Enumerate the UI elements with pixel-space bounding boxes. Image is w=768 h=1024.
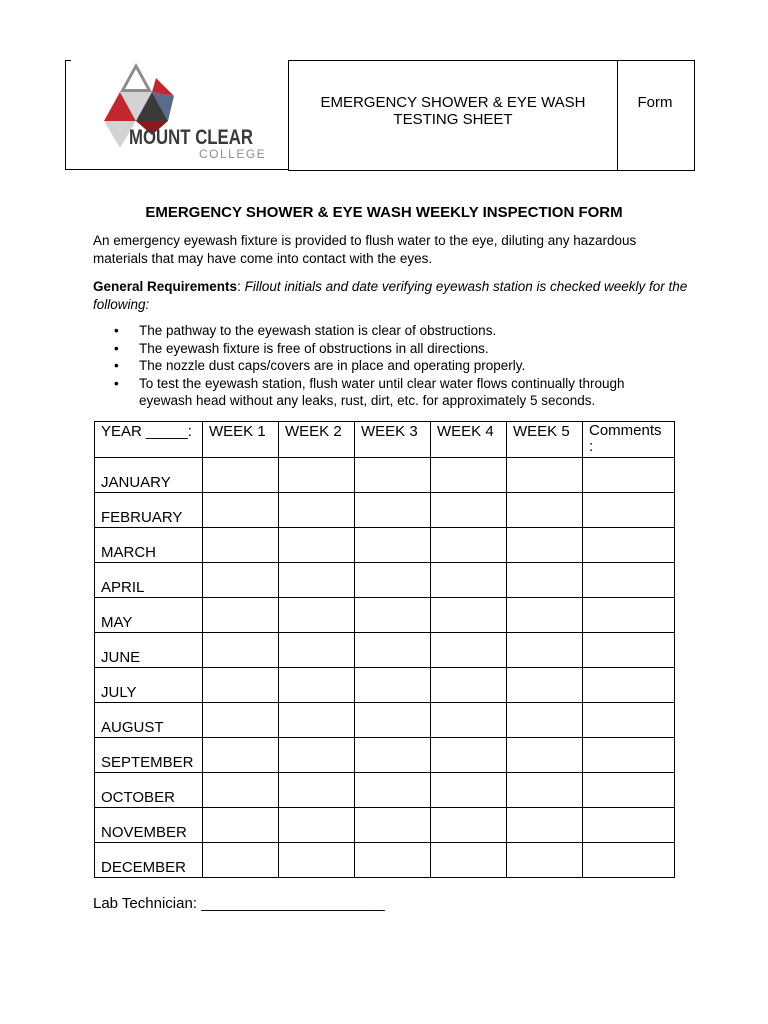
comments-cell[interactable] bbox=[583, 773, 675, 808]
week5-cell[interactable] bbox=[507, 493, 583, 528]
week1-cell[interactable] bbox=[203, 563, 279, 598]
week2-cell[interactable] bbox=[279, 668, 355, 703]
page-title: EMERGENCY SHOWER & EYE WASH WEEKLY INSPECTION FORM bbox=[145, 204, 623, 221]
week4-cell[interactable] bbox=[431, 843, 507, 878]
lab-technician-signature-line[interactable]: Lab Technician: ______________________ bbox=[93, 895, 385, 912]
table-row bbox=[95, 458, 675, 493]
list-item-text: To test the eyewash station, flush water until clear water flows continually through eyewash head without any leaks, rust, dirt, etc. for approximately 5 seconds. bbox=[139, 375, 625, 408]
month-label: OCTOBER bbox=[95, 773, 203, 808]
week5-cell[interactable] bbox=[507, 668, 583, 703]
list-item-text: The nozzle dust caps/covers are in place and operating properly. bbox=[139, 358, 526, 373]
table-row bbox=[95, 773, 675, 808]
general-requirements bbox=[93, 278, 693, 314]
header-title-line2: TESTING SHEET bbox=[393, 111, 513, 128]
month-label: JULY bbox=[95, 668, 203, 703]
week2-cell[interactable] bbox=[279, 633, 355, 668]
week5-cell[interactable] bbox=[507, 843, 583, 878]
week2-cell[interactable] bbox=[279, 493, 355, 528]
week4-cell[interactable] bbox=[431, 633, 507, 668]
week5-cell[interactable] bbox=[507, 458, 583, 493]
bullet-icon: • bbox=[114, 340, 119, 356]
week3-cell[interactable] bbox=[355, 458, 431, 493]
week2-cell[interactable] bbox=[279, 458, 355, 493]
header-title-line1: EMERGENCY SHOWER & EYE WASH bbox=[320, 94, 586, 111]
week2-cell[interactable] bbox=[279, 843, 355, 878]
week3-cell[interactable] bbox=[355, 703, 431, 738]
week1-cell[interactable] bbox=[203, 843, 279, 878]
list-item bbox=[93, 357, 673, 375]
bullet-icon: • bbox=[114, 358, 119, 373]
week3-cell[interactable] bbox=[355, 598, 431, 633]
week1-cell[interactable] bbox=[203, 773, 279, 808]
comments-cell[interactable] bbox=[583, 633, 675, 668]
week1-cell[interactable] bbox=[203, 808, 279, 843]
week1-cell[interactable] bbox=[203, 598, 279, 633]
week5-cell[interactable] bbox=[507, 773, 583, 808]
table-row bbox=[95, 633, 675, 668]
week5-cell[interactable] bbox=[507, 738, 583, 773]
week1-cell[interactable] bbox=[203, 493, 279, 528]
month-label: MAY bbox=[95, 598, 203, 633]
bullet-icon: • bbox=[114, 375, 119, 391]
month-label: AUGUST bbox=[95, 703, 203, 738]
logo-main-text: MOUNT CLEAR bbox=[129, 126, 253, 149]
week1-cell[interactable] bbox=[203, 738, 279, 773]
requirements-text: Fillout initials and date verifying eyewash station is checked weekly for the following: bbox=[93, 279, 688, 312]
year-header[interactable]: YEAR _____: bbox=[95, 422, 203, 458]
week2-cell[interactable] bbox=[279, 703, 355, 738]
week3-cell[interactable] bbox=[355, 808, 431, 843]
week1-cell[interactable] bbox=[203, 528, 279, 563]
month-label: APRIL bbox=[95, 563, 203, 598]
week5-header: WEEK 5 bbox=[507, 422, 583, 458]
comments-cell[interactable] bbox=[583, 528, 675, 563]
week4-cell[interactable] bbox=[431, 458, 507, 493]
week4-header: WEEK 4 bbox=[431, 422, 507, 458]
intro-paragraph: An emergency eyewash fixture is provided to flush water to the eye, diluting any hazardous materials that may have come into contact with the eyes. bbox=[93, 233, 637, 266]
inspection-table bbox=[94, 421, 675, 878]
month-label: SEPTEMBER bbox=[95, 738, 203, 773]
week3-header: WEEK 3 bbox=[355, 422, 431, 458]
requirements-label: General Requirements bbox=[93, 279, 238, 294]
table-header-row bbox=[95, 422, 675, 458]
week4-cell[interactable] bbox=[431, 598, 507, 633]
table-row bbox=[95, 528, 675, 563]
week5-cell[interactable] bbox=[507, 528, 583, 563]
bullet-icon: • bbox=[114, 323, 119, 338]
table-row bbox=[95, 668, 675, 703]
comments-cell[interactable] bbox=[583, 493, 675, 528]
week3-cell[interactable] bbox=[355, 738, 431, 773]
comments-cell[interactable] bbox=[583, 808, 675, 843]
table-row bbox=[95, 598, 675, 633]
week1-cell[interactable] bbox=[203, 458, 279, 493]
week4-cell[interactable] bbox=[431, 668, 507, 703]
week4-cell[interactable] bbox=[431, 528, 507, 563]
week2-cell[interactable] bbox=[279, 563, 355, 598]
table-row bbox=[95, 808, 675, 843]
header-form-cell bbox=[616, 60, 695, 171]
month-label: NOVEMBER bbox=[95, 808, 203, 843]
week3-cell[interactable] bbox=[355, 773, 431, 808]
list-item-text: The eyewash fixture is free of obstructions in all directions. bbox=[139, 340, 489, 356]
comments-cell[interactable] bbox=[583, 598, 675, 633]
week3-cell[interactable] bbox=[355, 633, 431, 668]
week2-header: WEEK 2 bbox=[279, 422, 355, 458]
week4-cell[interactable] bbox=[431, 738, 507, 773]
week4-cell[interactable] bbox=[431, 563, 507, 598]
comments-cell[interactable] bbox=[583, 563, 675, 598]
week2-cell[interactable] bbox=[279, 738, 355, 773]
month-label: DECEMBER bbox=[95, 843, 203, 878]
list-item bbox=[93, 375, 673, 410]
week5-cell[interactable] bbox=[507, 598, 583, 633]
week2-cell[interactable] bbox=[279, 528, 355, 563]
week1-cell[interactable] bbox=[203, 668, 279, 703]
week3-cell[interactable] bbox=[355, 668, 431, 703]
comments-cell[interactable] bbox=[583, 668, 675, 703]
week3-cell[interactable] bbox=[355, 528, 431, 563]
header-box bbox=[65, 60, 696, 171]
week1-cell[interactable] bbox=[203, 633, 279, 668]
week3-cell[interactable] bbox=[355, 563, 431, 598]
month-label: FEBRUARY bbox=[95, 493, 203, 528]
requirements-list bbox=[93, 322, 673, 410]
header-form-label: Form bbox=[637, 94, 673, 111]
week1-cell[interactable] bbox=[203, 703, 279, 738]
week2-cell[interactable] bbox=[279, 773, 355, 808]
mount-clear-college-logo bbox=[96, 60, 266, 168]
header-title-cell bbox=[288, 60, 618, 171]
week2-cell[interactable] bbox=[279, 598, 355, 633]
table-row bbox=[95, 703, 675, 738]
week5-cell[interactable] bbox=[507, 703, 583, 738]
logo-cell bbox=[65, 60, 289, 170]
month-label: MARCH bbox=[95, 528, 203, 563]
list-item bbox=[93, 340, 673, 358]
logo-sub-text: COLLEGE bbox=[199, 147, 267, 161]
list-item-text: The pathway to the eyewash station is clear of obstructions. bbox=[139, 323, 497, 338]
comments-cell[interactable] bbox=[583, 843, 675, 878]
week5-cell[interactable] bbox=[507, 633, 583, 668]
week4-cell[interactable] bbox=[431, 773, 507, 808]
week3-cell[interactable] bbox=[355, 493, 431, 528]
month-label: JANUARY bbox=[95, 458, 203, 493]
week3-cell[interactable] bbox=[355, 843, 431, 878]
month-label: JUNE bbox=[95, 633, 203, 668]
table-row bbox=[95, 563, 675, 598]
comments-cell[interactable] bbox=[583, 458, 675, 493]
requirements-colon: : bbox=[237, 279, 241, 294]
week1-header: WEEK 1 bbox=[203, 422, 279, 458]
table-row bbox=[95, 843, 675, 878]
list-item bbox=[93, 322, 673, 340]
comments-cell[interactable] bbox=[583, 738, 675, 773]
table-row bbox=[95, 738, 675, 773]
header-title bbox=[289, 94, 617, 128]
week5-cell[interactable] bbox=[507, 808, 583, 843]
comments-cell[interactable] bbox=[583, 703, 675, 738]
week4-cell[interactable] bbox=[431, 493, 507, 528]
table-row bbox=[95, 493, 675, 528]
comments-header: Comments : bbox=[583, 422, 675, 458]
week4-cell[interactable] bbox=[431, 808, 507, 843]
week2-cell[interactable] bbox=[279, 808, 355, 843]
week5-cell[interactable] bbox=[507, 563, 583, 598]
week4-cell[interactable] bbox=[431, 703, 507, 738]
